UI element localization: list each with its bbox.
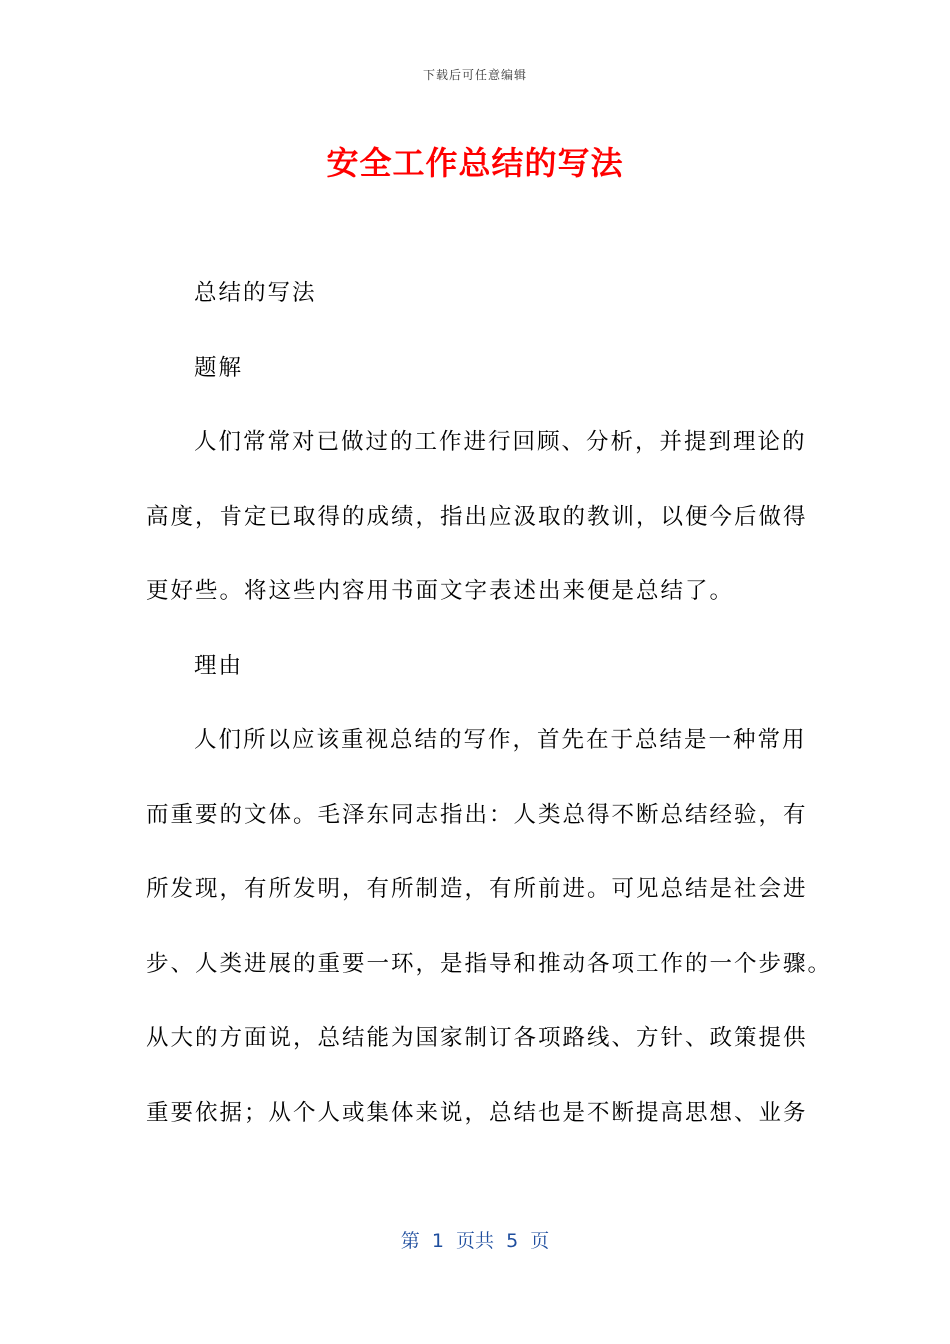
- paragraph-line: 步、人类进展的重要一环，是指导和推动各项工作的一个步骤。: [146, 950, 833, 977]
- section-heading: 理由: [194, 652, 244, 679]
- paragraph-line: 人们常常对已做过的工作进行回顾、分析，并提到理论的: [194, 429, 807, 455]
- section-heading: 题解: [194, 354, 244, 381]
- paragraph-line: 重要依据；从个人或集体来说，总结也是不断提高思想、业务: [146, 1099, 808, 1126]
- paragraph-line: 更好些。将这些内容用书面文字表述出来便是总结了。: [146, 578, 735, 604]
- document-title: 安全工作总结的写法: [326, 144, 624, 182]
- paragraph-line: 人们所以应该重视总结的写作，首先在于总结是一种常用: [194, 727, 807, 753]
- paragraph-line: 从大的方面说，总结能为国家制订各项路线、方针、政策提供: [146, 1025, 808, 1051]
- section-heading: 总结的写法: [194, 280, 317, 306]
- paragraph-line: 高度，肯定已取得的成绩，指出应汲取的教训，以便今后做得: [146, 503, 808, 530]
- header-note: 下载后可任意编辑: [422, 68, 527, 82]
- paragraph-line: 而重要的文体。毛泽东同志指出：人类总得不断总结经验，有: [146, 801, 808, 828]
- paragraph-line: 所发现，有所发明，有所制造，有所前进。可见总结是社会进: [146, 876, 808, 902]
- page-number-footer: 第 1 页共 5 页: [400, 1230, 550, 1252]
- document-body: [146, 271, 833, 1165]
